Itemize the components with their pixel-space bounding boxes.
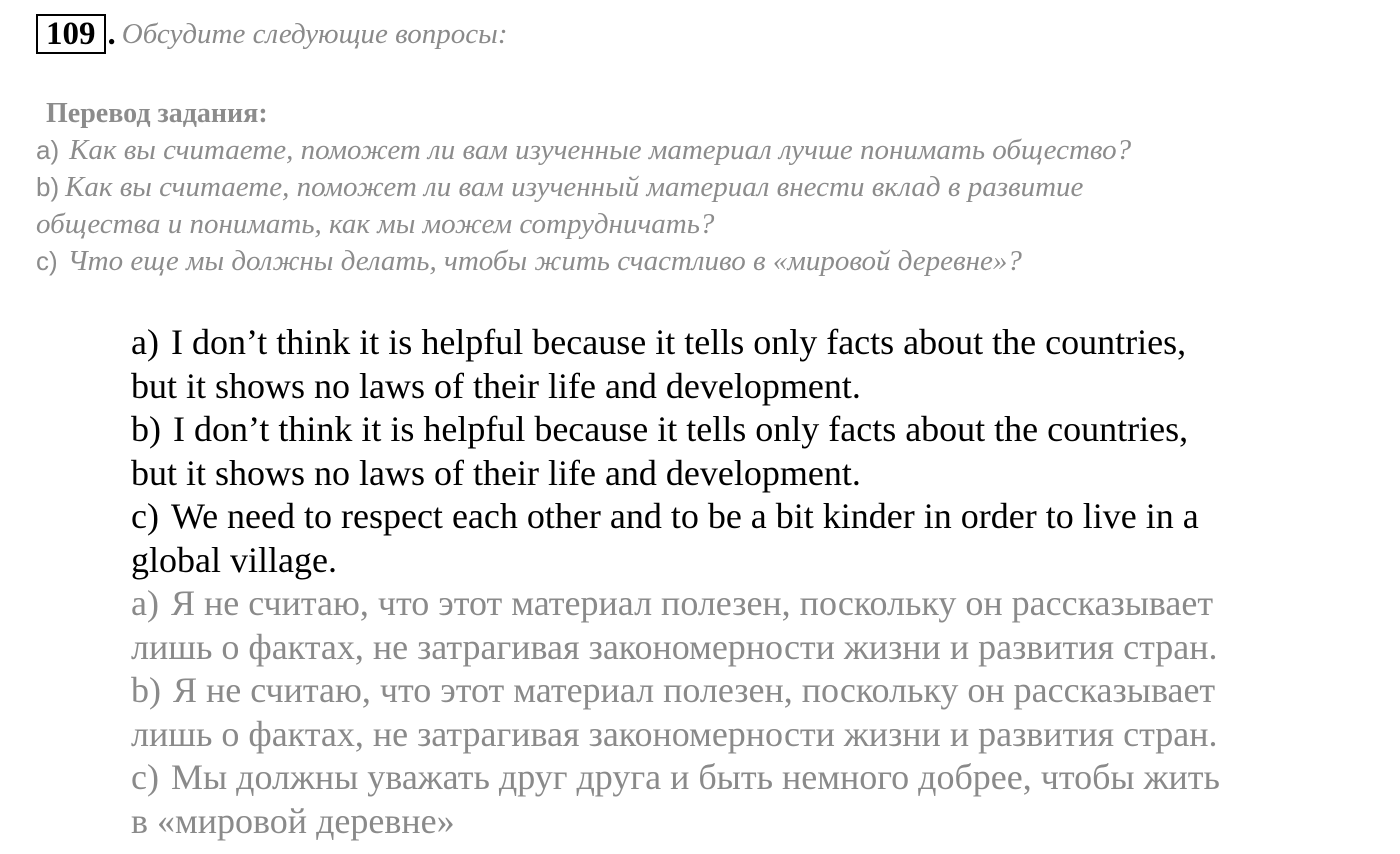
answer-text: Я не считаю, что этот материал полезен, поскольку он рассказывает (173, 670, 1216, 710)
translation-line-c (36, 243, 1336, 280)
translation-title: Перевод задания: (46, 98, 268, 129)
translation-text: Как вы считаете, поможет ли вам изученный материал внести вклад в развитие (65, 171, 1084, 203)
answer-text: Я не считаю, что этот материал полезен, поскольку он рассказывает (170, 583, 1214, 623)
answer-en-a (131, 321, 1331, 408)
item-letter: c) (131, 496, 159, 536)
answer-text: but it shows no laws of their life and development. (131, 365, 861, 406)
item-letter: a) (36, 135, 60, 165)
task-header (36, 14, 507, 54)
translation-line-b (36, 169, 1336, 206)
item-letter: a) (131, 322, 159, 362)
answer-text: лишь о фактах, не затрагивая закономерности жизни и развития стран. (131, 626, 1218, 667)
translation-text: Что еще мы должны делать, чтобы жить счастливо в «мировой деревне»? (67, 245, 1022, 277)
answer-text: global village. (131, 539, 337, 580)
translation-text: Как вы считаете, поможет ли вам изученные материал лучше понимать общество? (69, 134, 1132, 166)
answer-text: I don’t think it is helpful because it tells only facts about the countries, (173, 409, 1189, 449)
answer-en-c (131, 495, 1331, 582)
task-number-dot: . (107, 15, 116, 52)
item-letter: b) (131, 670, 161, 710)
answer-ru-c (131, 756, 1331, 843)
item-letter: c) (36, 246, 58, 276)
translation-block (36, 96, 1336, 280)
item-letter: b) (36, 172, 60, 202)
answer-ru-a (131, 582, 1331, 669)
translation-text: общества и понимать, как мы можем сотрудничать? (36, 208, 715, 240)
answer-text: Мы должны уважать друг друга и быть немного добрее, чтобы жить (170, 757, 1220, 797)
item-letter: a) (131, 583, 159, 623)
answer-text: в «мировой деревне» (131, 800, 455, 841)
task-number: 109 (36, 14, 106, 54)
item-letter: b) (131, 409, 161, 449)
answer-ru-b (131, 669, 1331, 756)
answers-block (131, 321, 1331, 843)
translation-line-b-cont (36, 206, 1336, 243)
task-instruction: Обсудите следующие вопросы: (121, 17, 508, 50)
item-letter: c) (131, 757, 159, 797)
answer-en-b (131, 408, 1331, 495)
answer-text: We need to respect each other and to be a bit kinder in order to live in a (170, 496, 1199, 536)
answer-text: лишь о фактах, не затрагивая закономерности жизни и развития стран. (131, 713, 1218, 754)
translation-line-a (36, 132, 1336, 169)
answer-text: but it shows no laws of their life and development. (131, 452, 861, 493)
answer-text: I don’t think it is helpful because it tells only facts about the countries, (170, 322, 1187, 362)
